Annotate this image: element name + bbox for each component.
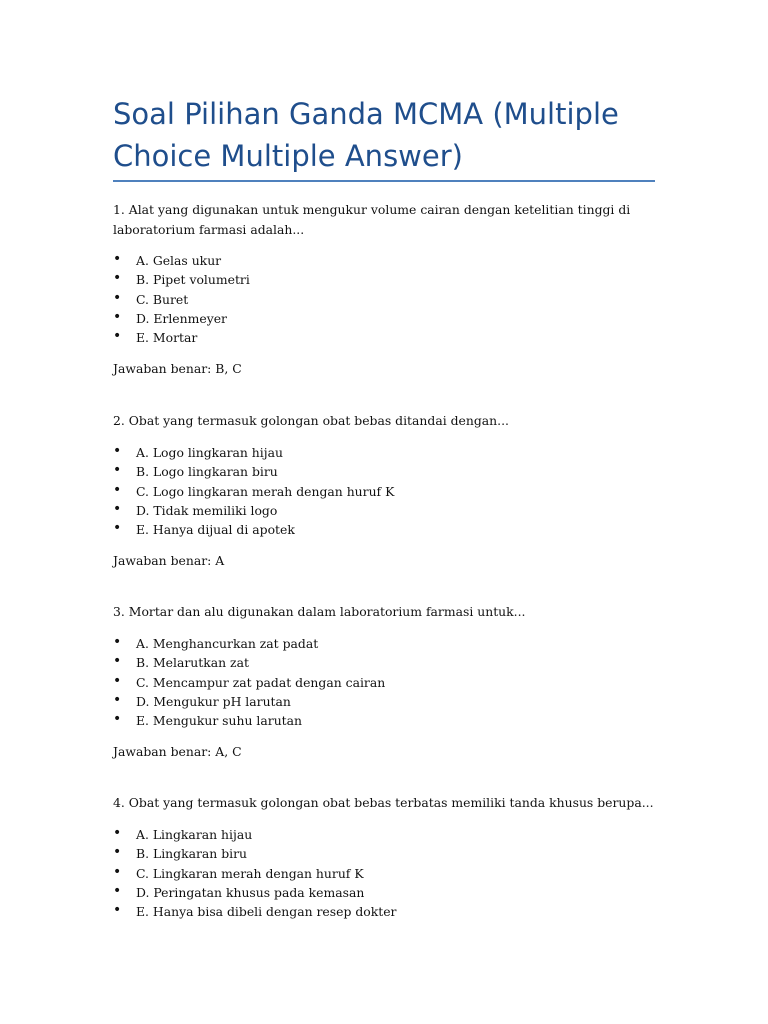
bullet-icon: •	[113, 824, 122, 841]
option-item	[113, 634, 673, 653]
option-item	[113, 692, 673, 711]
option-label: C. Lingkaran merah dengan huruf K	[136, 865, 364, 881]
option-item	[113, 883, 673, 902]
question-text: 4. Obat yang termasuk golongan obat bebas terbatas memiliki tanda khusus berupa...	[113, 795, 654, 811]
option-label: A. Logo lingkaran hijau	[136, 444, 283, 460]
option-label: E. Mortar	[136, 330, 198, 346]
option-label: D. Tidak memiliki logo	[136, 502, 278, 518]
option-label: D. Erlenmeyer	[136, 310, 227, 326]
option-item	[113, 462, 673, 481]
question-text: 3. Mortar dan alu digunakan dalam laboratorium farmasi untuk...	[113, 604, 526, 620]
option-label: E. Mengukur suhu larutan	[136, 713, 303, 729]
title-underline	[113, 180, 655, 182]
option-item	[113, 270, 673, 289]
bullet-icon: •	[113, 462, 122, 479]
option-item	[113, 251, 673, 270]
option-item	[113, 501, 673, 520]
option-item	[113, 864, 673, 883]
bullet-icon: •	[113, 520, 122, 537]
option-item	[113, 902, 673, 921]
question-2	[113, 411, 673, 570]
option-item	[113, 653, 673, 672]
question-1	[113, 200, 673, 378]
bullet-icon: •	[113, 672, 122, 689]
bullet-icon: •	[113, 882, 122, 899]
answer-key: Jawaban benar: A	[113, 553, 225, 569]
page-title: Soal Pilihan Ganda MCMA (Multiple Choice Multiple Answer)	[113, 97, 619, 173]
bullet-icon: •	[113, 442, 122, 459]
option-label: E. Hanya bisa dibeli dengan resep dokter	[136, 904, 397, 920]
bullet-icon: •	[113, 633, 122, 650]
option-label: C. Mencampur zat padat dengan cairan	[136, 674, 386, 690]
option-item	[113, 844, 673, 863]
bullet-icon: •	[113, 500, 122, 517]
option-label: B. Pipet volumetri	[136, 272, 250, 288]
option-label: B. Lingkaran biru	[136, 846, 248, 862]
option-item	[113, 482, 673, 501]
option-item	[113, 825, 673, 844]
bullet-icon: •	[113, 844, 122, 861]
option-item	[113, 443, 673, 462]
bullet-icon: •	[113, 328, 122, 345]
option-list	[113, 251, 673, 347]
option-label: A. Lingkaran hijau	[136, 826, 253, 842]
bullet-icon: •	[113, 902, 122, 919]
option-item	[113, 711, 673, 730]
answer-key: Jawaban benar: B, C	[113, 361, 242, 377]
option-item	[113, 328, 673, 347]
question-4	[113, 793, 673, 921]
bullet-icon: •	[113, 863, 122, 880]
option-label: E. Hanya dijual di apotek	[136, 522, 295, 538]
option-label: D. Peringatan khusus pada kemasan	[136, 884, 365, 900]
option-label: D. Mengukur pH larutan	[136, 693, 291, 709]
option-item	[113, 520, 673, 539]
bullet-icon: •	[113, 251, 122, 267]
bullet-icon: •	[113, 691, 122, 708]
question-text: 2. Obat yang termasuk golongan obat bebas ditandai dengan...	[113, 413, 509, 429]
option-list	[113, 443, 673, 539]
option-item	[113, 290, 673, 309]
bullet-icon: •	[113, 481, 122, 498]
option-label: B. Logo lingkaran biru	[136, 464, 278, 480]
option-label: B. Melarutkan zat	[136, 655, 249, 671]
bullet-icon: •	[113, 711, 122, 728]
option-item	[113, 309, 673, 328]
option-label: C. Buret	[136, 291, 189, 307]
option-label: A. Gelas ukur	[136, 253, 222, 268]
option-list	[113, 825, 673, 921]
option-label: C. Logo lingkaran merah dengan huruf K	[136, 483, 395, 499]
bullet-icon: •	[113, 653, 122, 670]
option-list	[113, 634, 673, 730]
bullet-icon: •	[113, 308, 122, 325]
bullet-icon: •	[113, 270, 122, 287]
question-list	[113, 200, 673, 921]
answer-key: Jawaban benar: A, C	[113, 744, 242, 760]
bullet-icon: •	[113, 289, 122, 306]
option-item	[113, 673, 673, 692]
option-label: A. Menghancurkan zat padat	[136, 635, 319, 651]
question-3	[113, 602, 673, 761]
question-text: 1. Alat yang digunakan untuk mengukur volume cairan dengan ketelitian tinggi di laboratorium farmasi adalah...	[113, 202, 631, 237]
